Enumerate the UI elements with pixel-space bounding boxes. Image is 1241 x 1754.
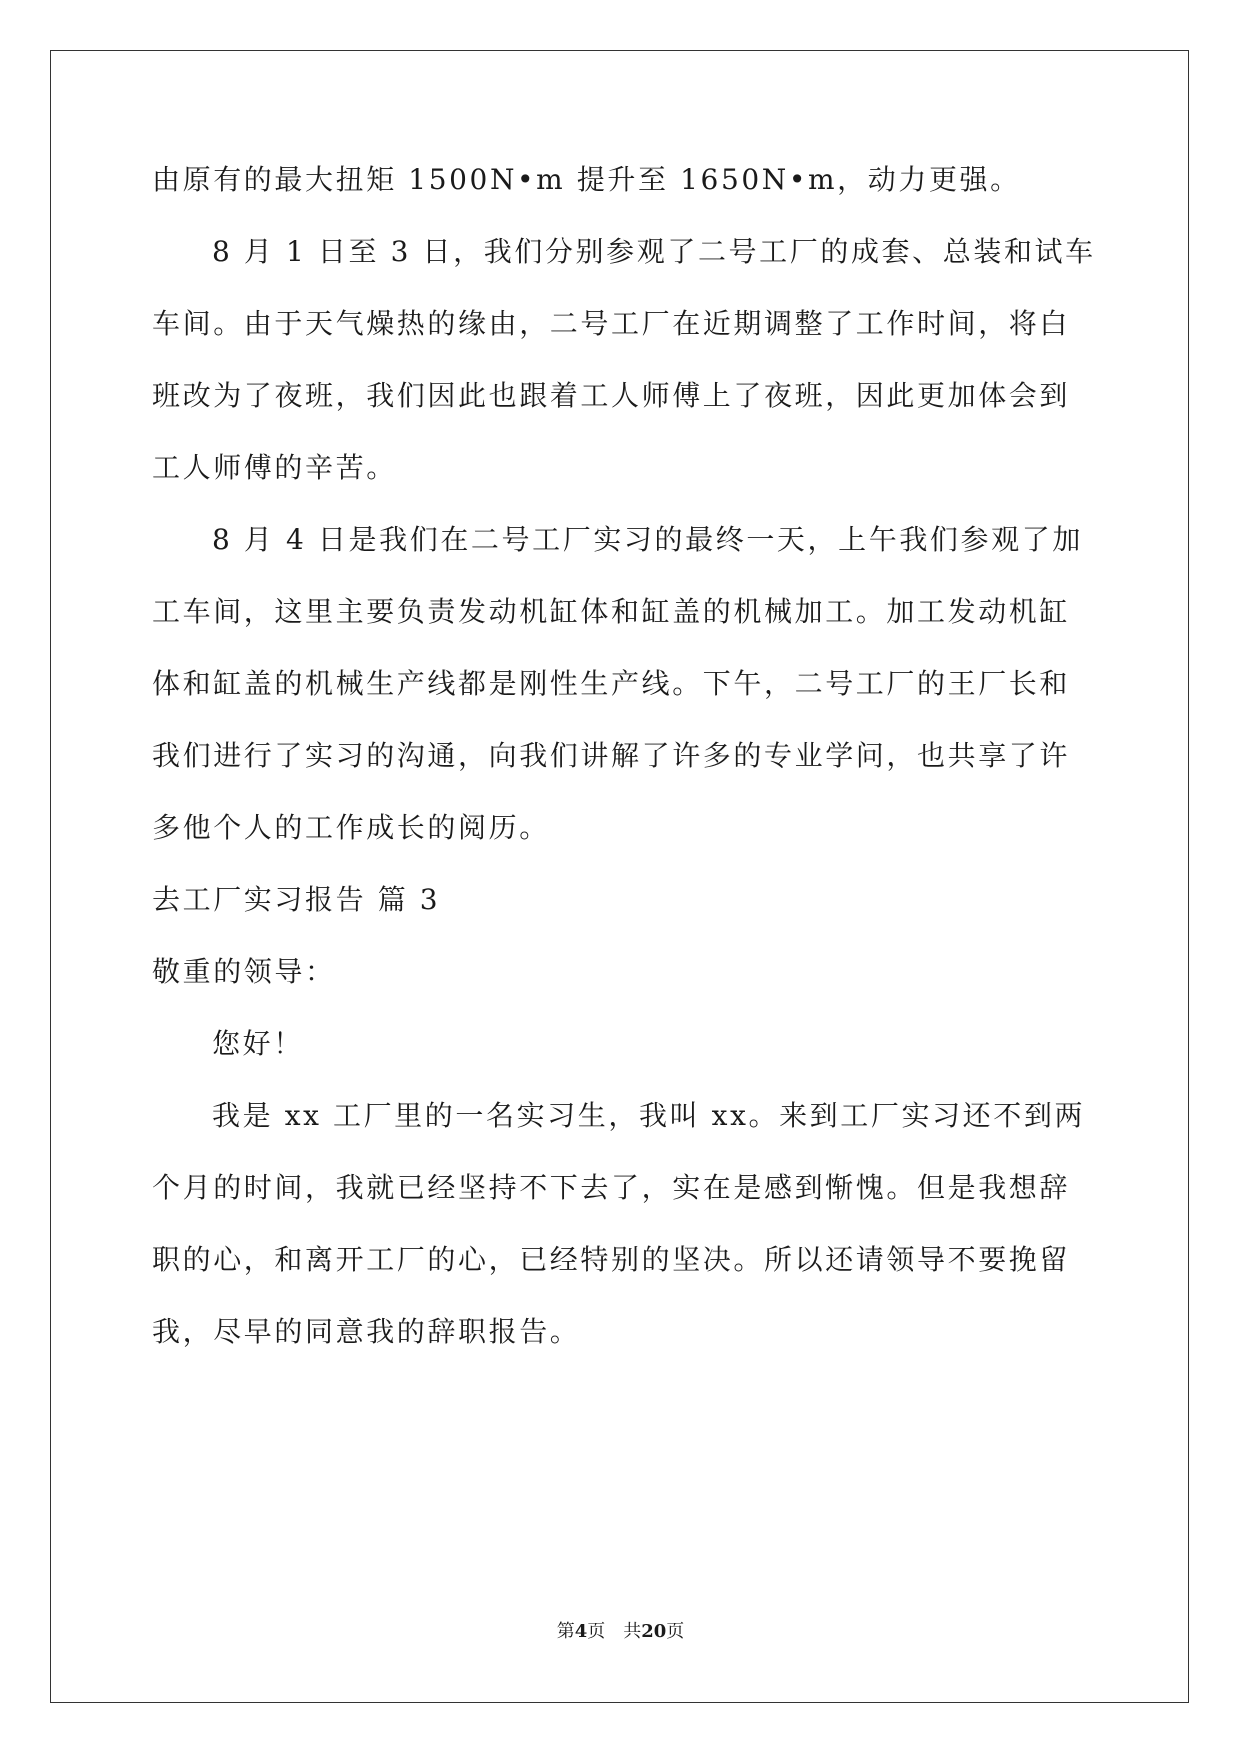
- paragraph-line: 我，尽早的同意我的辞职报告。: [152, 1315, 581, 1348]
- paragraph-line: 工车间，这里主要负责发动机缸体和缸盖的机械加工。加工发动机缸: [152, 595, 1071, 628]
- paragraph-line: 8 月 4 日是我们在二号工厂实习的最终一天，上午我们参观了加: [212, 523, 1083, 556]
- paragraph-line: 多他个人的工作成长的阅历。: [152, 811, 550, 844]
- total-pages-prefix: 共: [623, 1621, 642, 1642]
- paragraph-line: 个月的时间，我就已经坚持不下去了，实在是感到惭愧。但是我想辞: [152, 1171, 1071, 1204]
- paragraph-line: 班改为了夜班，我们因此也跟着工人师傅上了夜班，因此更加体会到: [152, 379, 1071, 412]
- section-heading: 去工厂实习报告 篇 3: [152, 883, 441, 916]
- current-page-number: 4: [574, 1621, 588, 1642]
- page-number-prefix: 第: [556, 1621, 575, 1642]
- greeting: 您好！: [212, 1027, 304, 1060]
- page-number-suffix: 页: [587, 1621, 606, 1642]
- paragraph-line: 体和缸盖的机械生产线都是刚性生产线。下午，二号工厂的王厂长和: [152, 667, 1071, 700]
- paragraph-line: 8 月 1 日至 3 日，我们分别参观了二号工厂的成套、总装和试车: [212, 235, 1096, 268]
- total-pages-number: 20: [641, 1621, 667, 1642]
- paragraph-line: 工人师傅的辛苦。: [152, 451, 397, 484]
- salutation: 敬重的领导：: [152, 955, 336, 988]
- total-pages-suffix: 页: [666, 1621, 685, 1642]
- paragraph-line: 职的心，和离开工厂的心，已经特别的坚决。所以还请领导不要挽留: [152, 1243, 1071, 1276]
- paragraph-line: 我是 xx 工厂里的一名实习生，我叫 xx。来到工厂实习还不到两: [212, 1099, 1086, 1132]
- paragraph-line: 我们进行了实习的沟通，向我们讲解了许多的专业学问，也共享了许: [152, 739, 1071, 772]
- paragraph-line: 车间。由于天气燥热的缘由，二号工厂在近期调整了工作时间，将白: [152, 307, 1071, 340]
- page-footer: [0, 1620, 1241, 1644]
- paragraph-line: 由原有的最大扭矩 1500N•m 提升至 1650N•m，动力更强。: [152, 163, 1021, 196]
- page-border: [50, 50, 1189, 1703]
